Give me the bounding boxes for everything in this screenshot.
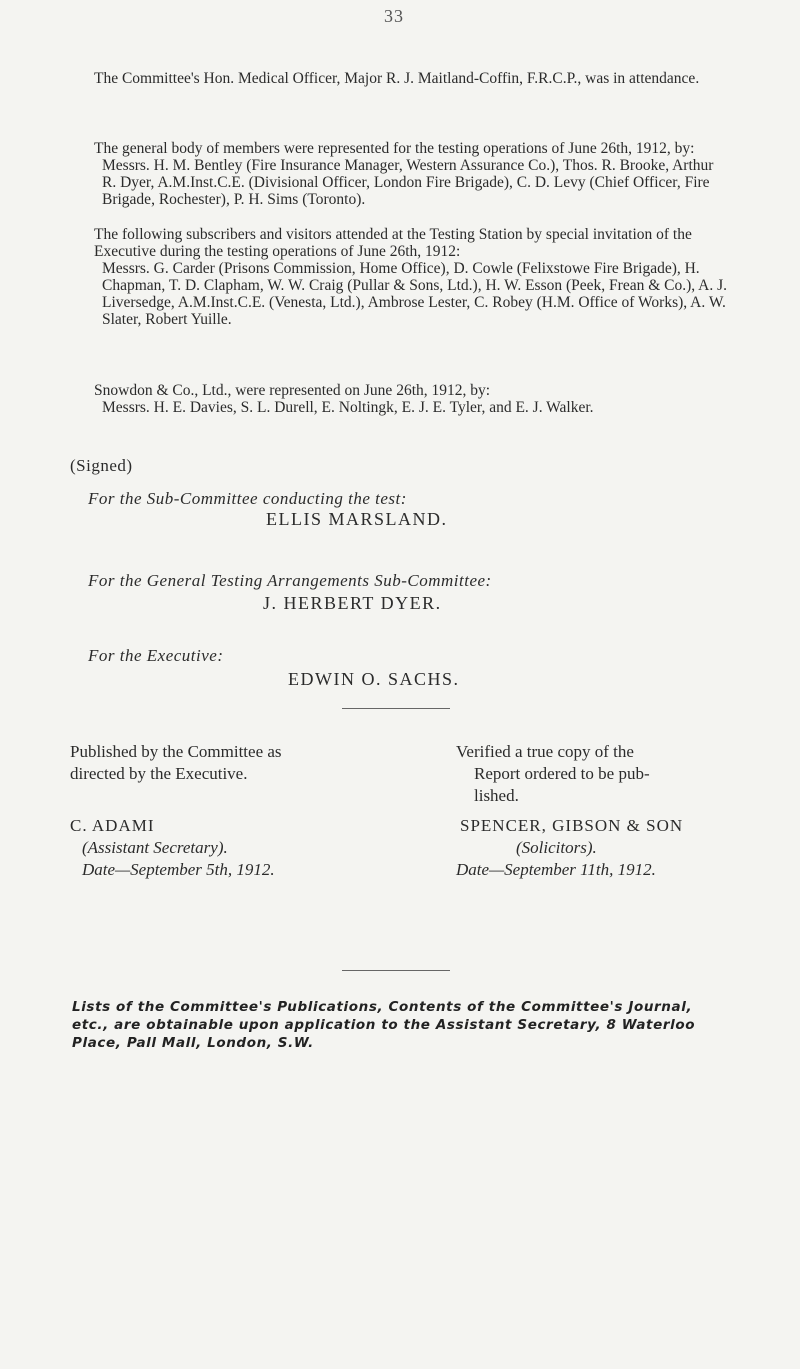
signature-label-general-testing: For the General Testing Arrangements Sub-Committee: — [88, 571, 492, 590]
signed-label: (Signed) — [70, 456, 133, 475]
verification-column — [456, 741, 756, 881]
signature-name-sub-committee: ELLIS MARSLAND. — [266, 509, 448, 529]
publisher-line-1: Published by the Committee as — [70, 742, 282, 761]
subscribers-list: Messrs. G. Carder (Prisons Commission, Home Office), D. Cowle (Felixstowe Fire Brigade), H. Chapman, T. D. Clapham, W. W. Craig (Pullar & Sons, Ltd.), H. W. Esson (Peek, Frean & Co.), A. J. Liversedge, A.M.Inst.C.E. (Venesta, Ltd.), Ambrose Lester, C. Robey (H.M. Office of Works), A. W. Slater, Robert Yuille. — [102, 260, 728, 328]
subscribers-section — [72, 226, 728, 328]
verification-line-2: Report ordered to be pub- — [474, 764, 650, 783]
section-divider — [342, 708, 450, 709]
publications-note: Lists of the Committee's Publications, Contents of the Committee's Journal, etc., are obtainable upon application to the Assistant Secretary, 8 Waterloo Place, Pall Mall, London, S.W. — [72, 999, 696, 1051]
solicitor-name: SPENCER, GIBSON & SON — [460, 816, 684, 835]
publisher-column — [70, 741, 390, 881]
verification-line-3: lished. — [474, 786, 519, 805]
attendance-text: The Committee's Hon. Medical Officer, Major R. J. Maitland-Coffin, F.R.C.P., was in attendance. — [94, 70, 700, 87]
snowdon-intro: Snowdon & Co., Ltd., were represented on June 26th, 1912, by: — [94, 382, 491, 399]
solicitor-role: (Solicitors). — [516, 838, 597, 857]
signature-label-sub-committee: For the Sub-Committee conducting the test: — [88, 489, 407, 508]
represented-intro: The general body of members were represented for the testing operations of June 26th, 1912, by: — [94, 140, 695, 157]
verification-line-1: Verified a true copy of the — [456, 742, 634, 761]
signature-name-executive: EDWIN O. SACHS. — [288, 669, 460, 689]
signature-label-executive: For the Executive: — [88, 646, 224, 665]
subscribers-intro: The following subscribers and visitors attended at the Testing Station by special invitation of the Executive during the testing operations of June 26th, 1912: — [94, 226, 692, 260]
footer-divider — [342, 970, 450, 971]
publisher-line-2: directed by the Executive. — [70, 764, 248, 783]
publisher-name: C. ADAMI — [70, 816, 155, 835]
snowdon-section — [72, 382, 728, 416]
represented-list: Messrs. H. M. Bentley (Fire Insurance Manager, Western Assurance Co.), Thos. R. Brooke, Arthur R. Dyer, A.M.Inst.C.E. (Divisional Officer, London Fire Brigade), C. D. Levy (Chief Officer, Fire Brigade, Rochester), P. H. Sims (Toronto). — [102, 157, 714, 208]
snowdon-list: Messrs. H. E. Davies, S. L. Durell, E. Noltingk, E. J. E. Tyler, and E. J. Walker. — [102, 399, 594, 416]
publisher-role: (Assistant Secretary). — [82, 838, 228, 857]
signature-name-general-testing: J. HERBERT DYER. — [263, 593, 442, 613]
attendance-paragraph — [72, 70, 728, 87]
publisher-date: Date—September 5th, 1912. — [82, 860, 275, 879]
page-number: 33 — [384, 6, 404, 26]
solicitor-date: Date—September 11th, 1912. — [456, 860, 656, 879]
represented-section — [72, 140, 728, 208]
